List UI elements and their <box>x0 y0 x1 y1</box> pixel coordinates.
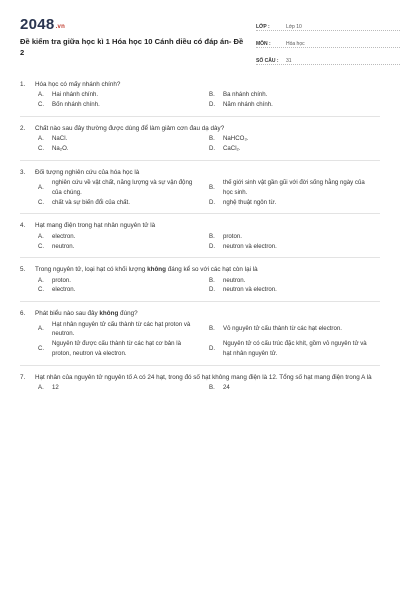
answer-option[interactable] <box>209 339 380 359</box>
answer-option[interactable] <box>209 100 380 110</box>
question-number: 4. <box>20 222 26 230</box>
option-text: Na₂O. <box>52 145 69 152</box>
question-fragment: Chất nào sau đây thường được dùng để làm giảm cơn đau dạ dày? <box>35 124 225 132</box>
exam-meta <box>256 16 400 67</box>
option-text: electron. <box>52 232 76 240</box>
option-text: NaHCO₃. <box>223 135 249 143</box>
divider <box>20 301 380 302</box>
header <box>20 14 380 84</box>
answer-option[interactable] <box>209 320 380 340</box>
option-text: nghiên cứu về vật chất, năng lượng và sự vận động của chúng. <box>52 179 193 196</box>
question-text <box>20 221 380 231</box>
question-6 <box>20 309 380 365</box>
question-4 <box>20 221 380 258</box>
answer-option[interactable] <box>38 144 209 154</box>
answer-option[interactable] <box>209 144 380 154</box>
question-body <box>35 80 120 90</box>
answer-option[interactable] <box>209 383 380 393</box>
option-letter: D. <box>209 101 216 109</box>
question-fragment: đúng? <box>118 310 138 318</box>
option-letter: D. <box>209 145 216 152</box>
question-body <box>35 124 224 134</box>
answer-option[interactable] <box>209 242 380 252</box>
option-text: Bốn nhánh chính. <box>52 101 100 109</box>
answer-options <box>20 232 380 252</box>
option-text: 24 <box>223 383 230 391</box>
question-2 <box>20 124 380 161</box>
option-letter: A. <box>38 232 44 240</box>
divider <box>20 257 380 258</box>
option-letter: B. <box>209 135 215 143</box>
question-emphasis: không <box>99 310 119 318</box>
option-letter: A. <box>38 383 44 391</box>
option-letter: D. <box>209 198 216 206</box>
option-text: proton. <box>223 232 242 240</box>
question-fragment: Hạt mang điện trong hạt nhân nguyên tử là <box>35 222 156 230</box>
option-text: Vỏ nguyên tử cấu thành từ các hạt electron. <box>223 325 342 333</box>
answer-option[interactable] <box>209 285 380 295</box>
answer-option[interactable] <box>209 198 380 208</box>
option-letter: C. <box>38 145 45 152</box>
option-letter: B. <box>209 383 215 391</box>
option-text: chất và sự biến đổi của chất. <box>52 198 130 206</box>
question-fragment: Trong nguyên tử, loại hạt có khối lượng <box>35 266 148 274</box>
meta-value: Lớp 10 <box>286 24 302 30</box>
question-text <box>20 124 380 134</box>
answer-option[interactable] <box>38 178 209 198</box>
option-letter: D. <box>209 242 216 250</box>
option-letter: C. <box>38 101 45 109</box>
option-text: nghệ thuật ngôn từ. <box>223 198 277 206</box>
option-letter: A. <box>38 135 44 143</box>
question-text <box>20 80 380 90</box>
question-number: 1. <box>20 81 26 88</box>
option-text: Nguyên tử được cấu thành từ các hạt cơ bản là proton, neutron và electron. <box>52 340 181 357</box>
meta-label: MÔN : <box>256 41 271 47</box>
option-text: electron. <box>52 286 76 294</box>
question-fragment: Đối tượng nghiên cứu của hóa học là <box>35 168 140 176</box>
answer-option[interactable] <box>38 242 209 252</box>
meta-row-subject <box>256 33 400 48</box>
answer-option[interactable] <box>38 339 209 359</box>
meta-label: LỚP : <box>256 24 270 30</box>
option-letter: A. <box>38 91 44 99</box>
option-text: thế giới sinh vật gần gũi với đời sống hằng ngày của học sinh. <box>223 179 365 196</box>
question-fragment: Hạt nhân của nguyên tử nguyên tố A có 24 hạt, trong đó số hạt không mang điện là 12. Tổng số hạt mang điện trong A là <box>35 373 372 381</box>
question-text <box>20 309 380 319</box>
question-body <box>35 221 155 231</box>
answer-option[interactable] <box>38 134 209 144</box>
option-text: CaCl₂. <box>223 145 241 152</box>
option-text: neutron. <box>223 276 246 284</box>
meta-value: 31 <box>286 58 292 64</box>
option-letter: C. <box>38 198 45 206</box>
option-text: 12 <box>52 383 59 391</box>
option-letter: B. <box>209 184 215 191</box>
question-body <box>35 168 139 178</box>
meta-row-class <box>256 16 400 31</box>
question-body <box>35 265 258 275</box>
answer-option[interactable] <box>209 134 380 144</box>
option-text: neutron và electron. <box>223 242 277 250</box>
option-letter: A. <box>38 184 44 191</box>
brand-suffix: .vn <box>55 24 66 30</box>
option-letter: C. <box>38 344 45 352</box>
option-letter: D. <box>209 286 216 294</box>
question-text <box>20 168 380 178</box>
option-letter: C. <box>38 242 45 250</box>
question-list <box>20 80 380 393</box>
question-fragment: Phát biểu nào sau đây <box>35 310 100 318</box>
answer-options <box>20 276 380 296</box>
answer-options <box>20 178 380 207</box>
meta-value: Hóa học <box>286 41 305 47</box>
option-text: neutron. <box>52 242 75 250</box>
answer-option[interactable] <box>38 100 209 110</box>
option-text: Nguyên tử có cấu trúc đặc khít, gồm vỏ nguyên tử và hạt nhân nguyên tử. <box>223 340 367 357</box>
question-number: 2. <box>20 124 26 132</box>
meta-row-count <box>256 50 400 65</box>
question-fragment: đáng kể so với các hạt còn lại là <box>165 266 258 274</box>
answer-option[interactable] <box>38 383 209 393</box>
answer-option[interactable] <box>38 276 209 286</box>
divider <box>20 116 380 117</box>
option-text: Ba nhánh chính. <box>223 91 268 99</box>
option-letter: B. <box>209 91 215 99</box>
question-number: 6. <box>20 310 26 318</box>
question-text <box>20 373 380 383</box>
question-3 <box>20 168 380 215</box>
answer-option[interactable] <box>209 232 380 242</box>
answer-option[interactable] <box>38 232 209 242</box>
answer-options <box>20 90 380 110</box>
question-number: 7. <box>20 373 26 381</box>
option-text: Hai nhánh chính. <box>52 91 99 99</box>
question-5 <box>20 265 380 302</box>
answer-options <box>20 320 380 359</box>
divider <box>20 365 380 366</box>
question-body <box>35 309 138 319</box>
option-letter: A. <box>38 325 44 333</box>
answer-options <box>20 134 380 154</box>
divider <box>20 213 380 214</box>
answer-option[interactable] <box>38 198 209 208</box>
question-1 <box>20 80 380 117</box>
question-number: 3. <box>20 168 26 176</box>
option-text: Năm nhánh chính. <box>223 101 273 109</box>
option-text: proton. <box>52 276 71 284</box>
brand-name: 2048 <box>20 16 55 33</box>
answer-option[interactable] <box>38 90 209 100</box>
option-letter: B. <box>209 325 215 333</box>
option-letter: D. <box>209 344 216 352</box>
question-text <box>20 265 380 275</box>
option-letter: B. <box>209 232 215 240</box>
divider <box>20 160 380 161</box>
option-text: Hạt nhân nguyên tử cấu thành từ các hạt proton và neutron. <box>52 320 191 338</box>
question-emphasis: không <box>147 266 166 274</box>
answer-options <box>20 383 380 393</box>
answer-option[interactable] <box>38 320 209 340</box>
option-letter: B. <box>209 276 215 284</box>
option-text: NaCl. <box>52 135 68 143</box>
answer-option[interactable] <box>209 178 380 198</box>
option-letter: C. <box>38 286 45 294</box>
option-text: neutron và electron. <box>223 286 277 294</box>
question-number: 5. <box>20 266 26 274</box>
answer-option[interactable] <box>209 90 380 100</box>
option-letter: A. <box>38 276 44 284</box>
answer-option[interactable] <box>38 285 209 295</box>
page-title: Đề kiểm tra giữa học kì 1 Hóa học 10 Cánh diều có đáp án- Đề 2 <box>20 37 244 57</box>
question-fragment: Hóa học có mấy nhánh chính? <box>35 81 121 88</box>
brand-logo[interactable] <box>20 16 65 33</box>
question-body <box>35 373 372 383</box>
question-7 <box>20 373 380 393</box>
answer-option[interactable] <box>209 276 380 286</box>
meta-label: SỐ CÂU : <box>256 58 279 64</box>
